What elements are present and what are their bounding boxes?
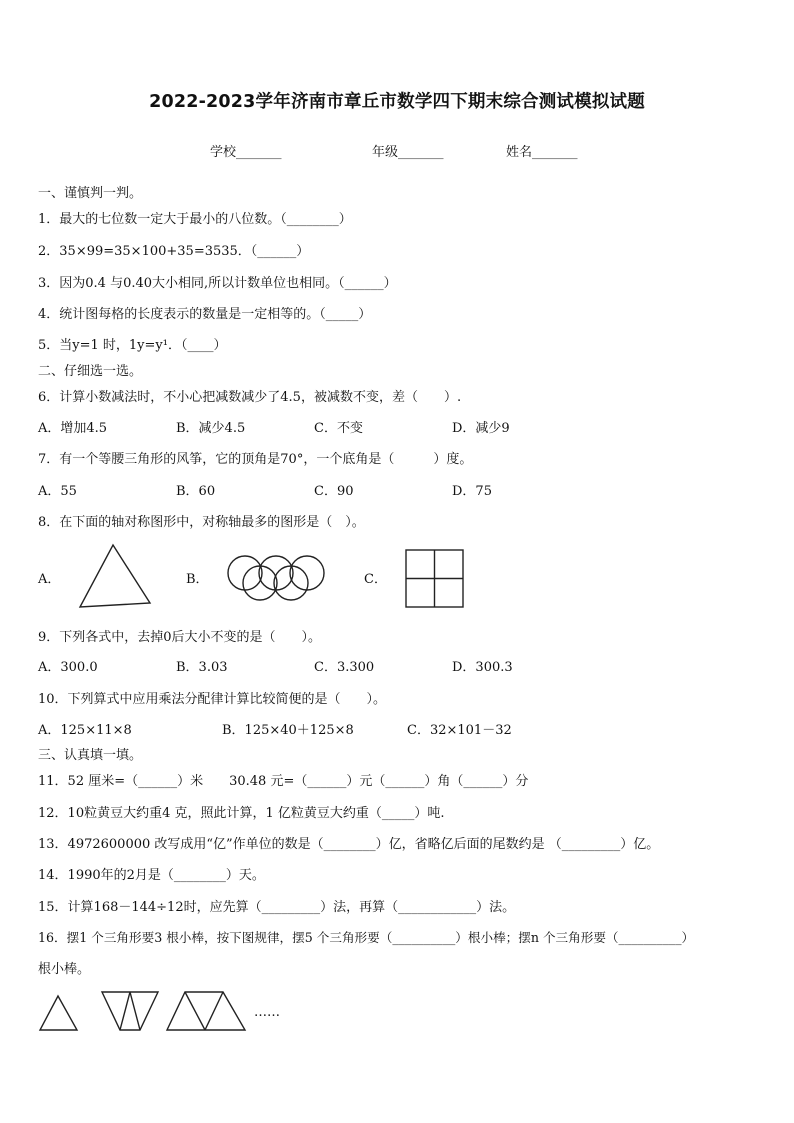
question-7: 7．有一个等腰三角形的风筝，它的顶角是70°，一个底角是（ ）度。 (38, 452, 473, 467)
q8-label-c: C． (364, 572, 387, 587)
q10-option-b: B．125×40＋125×8 (222, 723, 354, 738)
section-1-heading: 一、谨慎判一判。 (38, 186, 143, 201)
q7-option-b: B．60 (176, 484, 216, 499)
question-1: 1．最大的七位数一定大于最小的八位数。（________） (38, 212, 352, 227)
two-triangles-figure (100, 990, 162, 1034)
question-15: 15．计算168－144÷12时，应先算（_________）法，再算（____________）法。 (38, 900, 516, 915)
q7-option-c: C．90 (314, 484, 354, 499)
question-11: 11．52 厘米=（______）米 30.48 元=（______）元（______）角（______）分 (38, 774, 529, 789)
question-14: 14．1990年的2月是（________）天。 (38, 868, 265, 883)
question-6: 6．计算小数减法时，不小心把减数减少了4.5，被减数不变，差（ ）. (38, 390, 462, 405)
q10-option-c: C．32×101－32 (407, 723, 512, 738)
question-8: 8．在下面的轴对称图形中，对称轴最多的图形是（ ）。 (38, 515, 365, 530)
question-16-continued: 根小棒。 (38, 962, 91, 977)
name-field: 姓名_______ (506, 145, 578, 160)
q8-label-b: B． (186, 572, 209, 587)
question-12: 12．10粒黄豆大约重4 克，照此计算，1 亿粒黄豆大约重（_____）吨. (38, 806, 445, 821)
one-triangle-figure (38, 994, 82, 1034)
three-triangles-figure (165, 990, 249, 1034)
q8-label-a: A． (38, 572, 61, 587)
question-5: 5．当y=1 时，1y=y¹．（____） (38, 338, 227, 353)
q9-option-b: B．3.03 (176, 660, 228, 675)
question-10: 10．下列算式中应用乘法分配律计算比较简便的是（ ）。 (38, 692, 387, 707)
q6-option-c: C．不变 (314, 421, 363, 436)
q9-option-d: D．300.3 (452, 660, 513, 675)
pattern-ellipsis: …… (254, 1005, 280, 1020)
page-title: 2022-2023学年济南市章丘市数学四下期末综合测试模拟试题 (149, 92, 645, 112)
q7-option-d: D．75 (452, 484, 492, 499)
square-grid-figure (404, 548, 466, 610)
q9-option-a: A．300.0 (38, 660, 98, 675)
section-3-heading: 三、认真填一填。 (38, 748, 143, 763)
question-4: 4．统计图每格的长度表示的数量是一定相等的。（_____） (38, 307, 372, 322)
q6-option-d: D．减少9 (452, 421, 510, 436)
question-2: 2．35×99=35×100+35=3535．（______） (38, 244, 310, 259)
q7-option-a: A．55 (38, 484, 77, 499)
grade-field: 年级_______ (372, 145, 444, 160)
section-2-heading: 二、仔细选一选。 (38, 364, 143, 379)
olympic-rings-figure (225, 553, 330, 603)
question-16: 16．摆1 个三角形要3 根小棒，按下图规律，摆5 个三角形要（__________）根小棒；摆n 个三角形要（__________） (38, 930, 695, 945)
triangle-figure (78, 543, 154, 609)
question-3: 3．因为0.4 与0.40大小相同,所以计数单位也相同。（______） (38, 276, 397, 291)
question-9: 9．下列各式中，去掉0后大小不变的是（ ）。 (38, 630, 322, 645)
school-field: 学校_______ (210, 145, 282, 160)
q10-option-a: A．125×11×8 (38, 723, 132, 738)
question-13: 13．4972600000 改写成用“亿”作单位的数是（________）亿，省略亿后面的尾数约是 （_________）亿。 (38, 837, 660, 852)
q6-option-b: B．减少4.5 (176, 421, 246, 436)
q6-option-a: A．增加4.5 (38, 421, 108, 436)
q9-option-c: C．3.300 (314, 660, 375, 675)
